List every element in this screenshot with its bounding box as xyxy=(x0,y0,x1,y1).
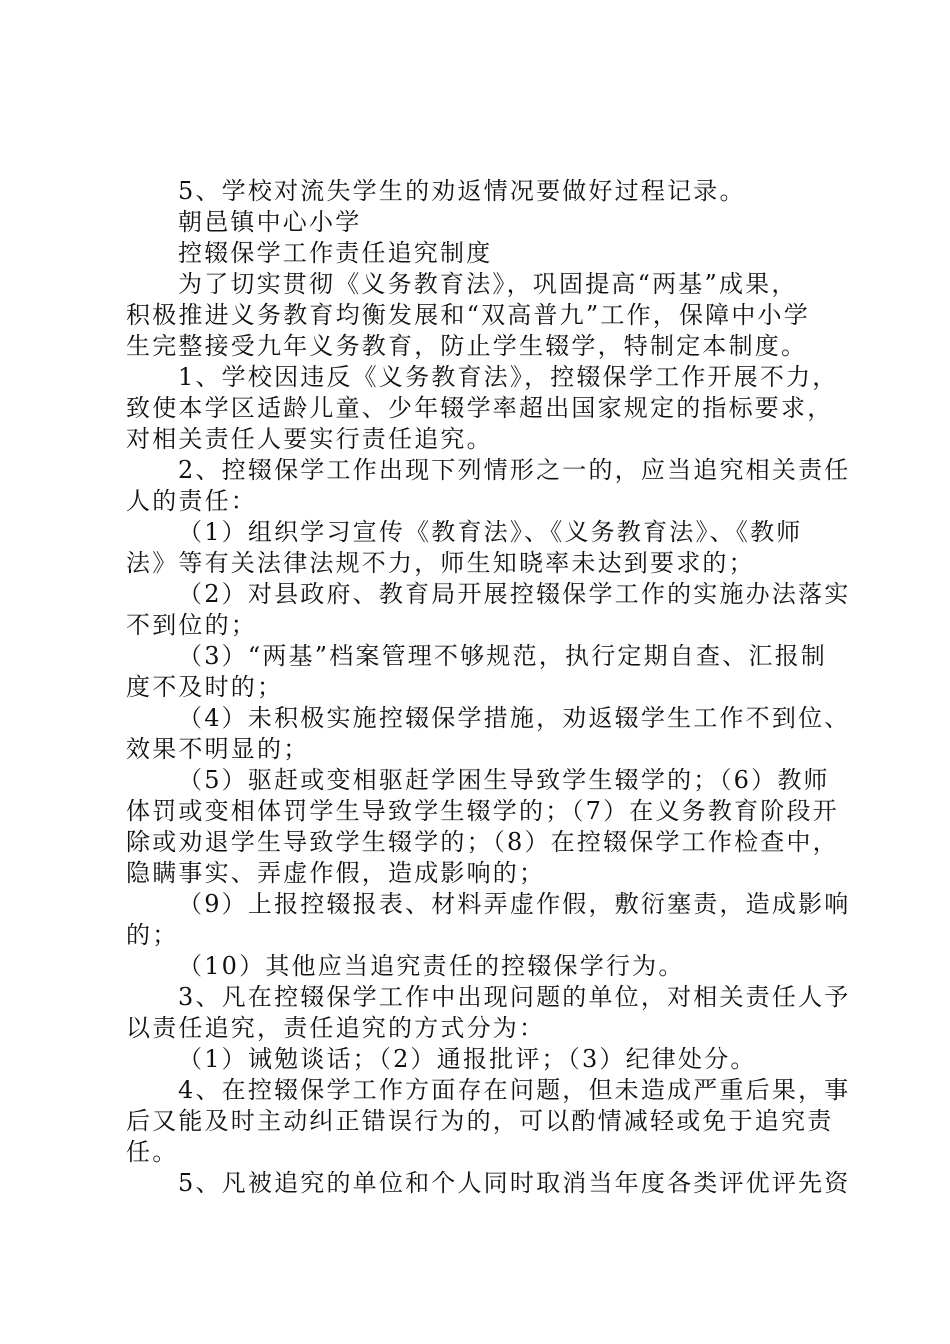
text-line: 度不及时的； xyxy=(126,673,284,701)
text-line: 5、凡被追究的单位和个人同时取消当年度各类评优评先资 xyxy=(178,1169,851,1197)
text-line: 5、学校对流失学生的劝返情况要做好过程记录。 xyxy=(178,177,746,205)
text-line: 2、控辍保学工作出现下列情形之一的，应当追究相关责任 xyxy=(178,456,851,484)
text-line: （9）上报控辍报表、材料弄虚作假，敷衍塞责，造成影响 xyxy=(178,890,851,918)
text-line: 致使本学区适龄儿童、少年辍学率超出国家规定的指标要求， xyxy=(126,394,834,422)
text-line: 生完整接受九年义务教育，防止学生辍学，特制定本制度。 xyxy=(126,332,808,360)
document-title: 控辍保学工作责任追究制度 xyxy=(178,239,493,267)
text-line: （5）驱赶或变相驱赶学困生导致学生辍学的；（6）教师 xyxy=(178,766,830,794)
text-line: （3）“两基”档案管理不够规范，执行定期自查、汇报制 xyxy=(178,642,828,670)
text-line: 效果不明显的； xyxy=(126,735,310,763)
text-line: 除或劝退学生导致学生辍学的；（8）在控辍保学工作检查中， xyxy=(126,828,839,856)
text-line: 对相关责任人要实行责任追究。 xyxy=(126,425,493,453)
text-line: 人的责任： xyxy=(126,487,257,515)
text-line: （10）其他应当追究责任的控辍保学行为。 xyxy=(178,952,685,980)
text-line: （1）诫勉谈话；（2）通报批评；（3）纪律处分。 xyxy=(178,1045,757,1073)
text-line: （2）对县政府、教育局开展控辍保学工作的实施办法落实 xyxy=(178,580,851,608)
text-line: 后又能及时主动纠正错误行为的，可以酌情减轻或免于追究责 xyxy=(126,1107,834,1135)
text-line: 体罚或变相体罚学生导致学生辍学的；（7）在义务教育阶段开 xyxy=(126,797,839,825)
text-line: 积极推进义务教育均衡发展和“双高普九”工作，保障中小学 xyxy=(126,301,810,329)
text-line: 隐瞒事实、弄虚作假，造成影响的； xyxy=(126,859,546,887)
text-line: 1、学校因违反《义务教育法》，控辍保学工作开展不力， xyxy=(178,363,839,391)
text-line: 法》等有关法律法规不力，师生知晓率未达到要求的； xyxy=(126,549,755,577)
text-line: 的； xyxy=(126,921,179,949)
text-line: 为了切实贯彻《义务教育法》，巩固提高“两基”成果， xyxy=(178,270,798,298)
text-line: 不到位的； xyxy=(126,611,257,639)
text-line: 3、凡在控辍保学工作中出现问题的单位，对相关责任人予 xyxy=(178,983,851,1011)
text-line: 以责任追究，责任追究的方式分为： xyxy=(126,1014,546,1042)
school-name: 朝邑镇中心小学 xyxy=(178,208,362,236)
text-line: 任。 xyxy=(126,1138,179,1166)
text-line: （1）组织学习宣传《教育法》、《义务教育法》、《教师 xyxy=(178,518,803,546)
text-line: （4）未积极实施控辍保学措施，劝返辍学生工作不到位、 xyxy=(178,704,851,732)
text-line: 4、在控辍保学工作方面存在问题，但未造成严重后果，事 xyxy=(178,1076,851,1104)
